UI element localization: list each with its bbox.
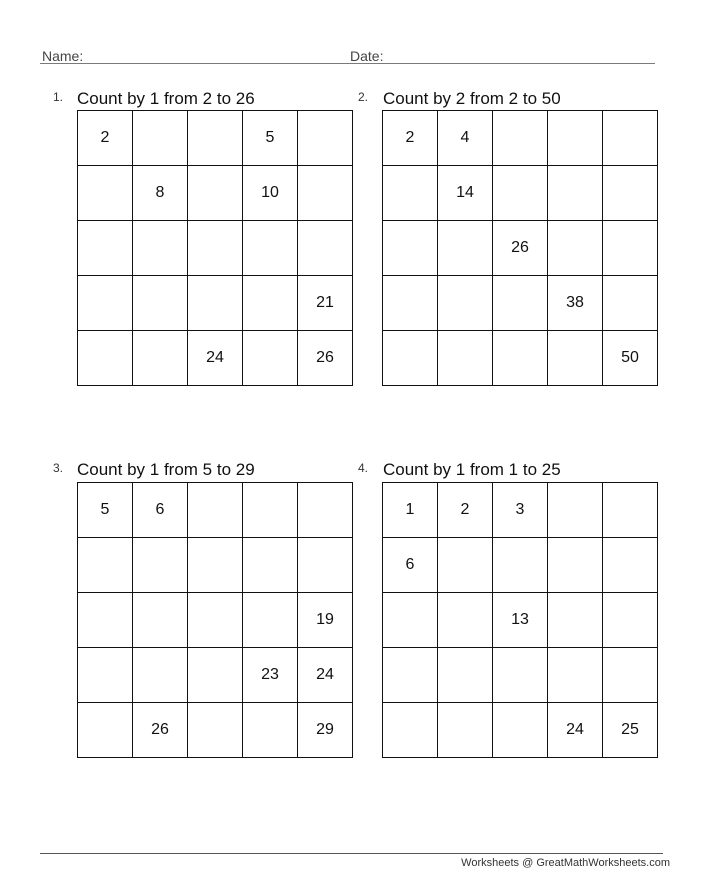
- grid-cell: 6: [133, 483, 188, 538]
- grid-cell: [603, 648, 658, 703]
- grid-cell: 50: [603, 331, 658, 386]
- header-line: [40, 63, 655, 64]
- grid-cell: 1: [383, 483, 438, 538]
- grid-cell: 38: [548, 276, 603, 331]
- grid-cell: [603, 593, 658, 648]
- date-label: Date:: [350, 48, 384, 64]
- grid-cell: [603, 166, 658, 221]
- grid-cell: [78, 648, 133, 703]
- problem-title: Count by 1 from 5 to 29: [77, 460, 255, 479]
- grid-cell: 19: [298, 593, 353, 648]
- grid-cell: [603, 483, 658, 538]
- number-grid: [382, 110, 658, 386]
- grid-row: [78, 593, 353, 648]
- grid-cell: [243, 331, 298, 386]
- grid-cell: [438, 593, 493, 648]
- grid-cell: [133, 593, 188, 648]
- grid-cell: [548, 166, 603, 221]
- grid-cell: 10: [243, 166, 298, 221]
- grid-cell: [78, 331, 133, 386]
- grid-row: [78, 166, 353, 221]
- grid-cell: [548, 111, 603, 166]
- grid-cell: [133, 111, 188, 166]
- problem-number: 2.: [358, 90, 369, 104]
- grid-row: [383, 166, 658, 221]
- grid-cell: [438, 703, 493, 758]
- grid-cell: [188, 703, 243, 758]
- grid-cell: [548, 483, 603, 538]
- grid-cell: [188, 593, 243, 648]
- grid-cell: [133, 221, 188, 276]
- grid-cell: [438, 331, 493, 386]
- grid-cell: [188, 483, 243, 538]
- grid-cell: [133, 538, 188, 593]
- grid-cell: 8: [133, 166, 188, 221]
- grid-cell: [133, 331, 188, 386]
- grid-cell: 24: [188, 331, 243, 386]
- grid-row: [383, 276, 658, 331]
- grid-cell: 26: [493, 221, 548, 276]
- number-grid: [382, 482, 658, 758]
- grid-cell: [548, 593, 603, 648]
- grid-cell: [548, 648, 603, 703]
- grid-cell: [188, 648, 243, 703]
- grid-cell: [493, 166, 548, 221]
- grid-row: [78, 538, 353, 593]
- grid-cell: 6: [383, 538, 438, 593]
- grid-cell: [243, 221, 298, 276]
- grid-row: [383, 593, 658, 648]
- grid-cell: [298, 483, 353, 538]
- grid-cell: [493, 331, 548, 386]
- grid-cell: 14: [438, 166, 493, 221]
- grid-cell: [493, 648, 548, 703]
- grid-cell: [78, 166, 133, 221]
- grid-cell: [78, 593, 133, 648]
- grid-cell: [438, 648, 493, 703]
- grid-cell: [298, 166, 353, 221]
- grid-cell: [188, 276, 243, 331]
- grid-cell: 3: [493, 483, 548, 538]
- grid-row: [383, 648, 658, 703]
- grid-cell: [493, 538, 548, 593]
- grid-cell: [298, 538, 353, 593]
- grid-row: [78, 111, 353, 166]
- grid-cell: [603, 538, 658, 593]
- grid-cell: [383, 648, 438, 703]
- grid-cell: [383, 276, 438, 331]
- grid-cell: [298, 111, 353, 166]
- grid-row: [78, 703, 353, 758]
- grid-cell: 4: [438, 111, 493, 166]
- grid-row: [78, 331, 353, 386]
- grid-cell: [548, 221, 603, 276]
- grid-cell: [298, 221, 353, 276]
- footer-credit: Worksheets @ GreatMathWorksheets.com: [461, 857, 670, 869]
- grid-cell: [78, 276, 133, 331]
- grid-cell: 2: [438, 483, 493, 538]
- grid-cell: [438, 276, 493, 331]
- number-grid: [77, 110, 353, 386]
- grid-cell: [493, 111, 548, 166]
- grid-cell: [603, 276, 658, 331]
- grid-cell: [133, 648, 188, 703]
- grid-cell: 29: [298, 703, 353, 758]
- grid-cell: [78, 538, 133, 593]
- grid-cell: 21: [298, 276, 353, 331]
- grid-row: [383, 483, 658, 538]
- grid-cell: [548, 331, 603, 386]
- grid-cell: [188, 111, 243, 166]
- grid-row: [383, 221, 658, 276]
- grid-row: [78, 221, 353, 276]
- grid-row: [78, 483, 353, 538]
- grid-cell: 5: [78, 483, 133, 538]
- name-label: Name:: [42, 48, 84, 64]
- grid-cell: 23: [243, 648, 298, 703]
- grid-row: [78, 276, 353, 331]
- grid-row: [383, 331, 658, 386]
- grid-cell: [78, 221, 133, 276]
- grid-cell: [383, 703, 438, 758]
- grid-cell: 2: [383, 111, 438, 166]
- grid-cell: 24: [298, 648, 353, 703]
- grid-cell: 25: [603, 703, 658, 758]
- grid-cell: [243, 276, 298, 331]
- grid-cell: [78, 703, 133, 758]
- grid-cell: 2: [78, 111, 133, 166]
- grid-cell: [383, 331, 438, 386]
- problem-number: 4.: [358, 461, 369, 475]
- grid-cell: [438, 538, 493, 593]
- grid-cell: [493, 276, 548, 331]
- grid-row: [383, 111, 658, 166]
- problem-title: Count by 1 from 1 to 25: [383, 460, 561, 479]
- grid-cell: [188, 221, 243, 276]
- grid-cell: [188, 166, 243, 221]
- grid-cell: 5: [243, 111, 298, 166]
- grid-cell: [243, 703, 298, 758]
- grid-cell: [603, 111, 658, 166]
- grid-cell: 13: [493, 593, 548, 648]
- grid-row: [383, 538, 658, 593]
- grid-cell: [383, 221, 438, 276]
- grid-cell: [133, 276, 188, 331]
- problem-title: Count by 2 from 2 to 50: [383, 89, 561, 108]
- grid-cell: [383, 166, 438, 221]
- grid-cell: [243, 593, 298, 648]
- grid-cell: [493, 703, 548, 758]
- grid-cell: [188, 538, 243, 593]
- footer-line: [40, 853, 663, 854]
- grid-cell: 26: [298, 331, 353, 386]
- problem-number: 3.: [53, 461, 64, 475]
- grid-cell: [243, 538, 298, 593]
- problem-number: 1.: [53, 90, 64, 104]
- grid-row: [78, 648, 353, 703]
- grid-cell: 26: [133, 703, 188, 758]
- problem-title: Count by 1 from 2 to 26: [77, 89, 255, 108]
- grid-cell: [383, 593, 438, 648]
- grid-cell: [243, 483, 298, 538]
- number-grid: [77, 482, 353, 758]
- grid-cell: 24: [548, 703, 603, 758]
- grid-cell: [603, 221, 658, 276]
- grid-cell: [438, 221, 493, 276]
- grid-row: [383, 703, 658, 758]
- grid-cell: [548, 538, 603, 593]
